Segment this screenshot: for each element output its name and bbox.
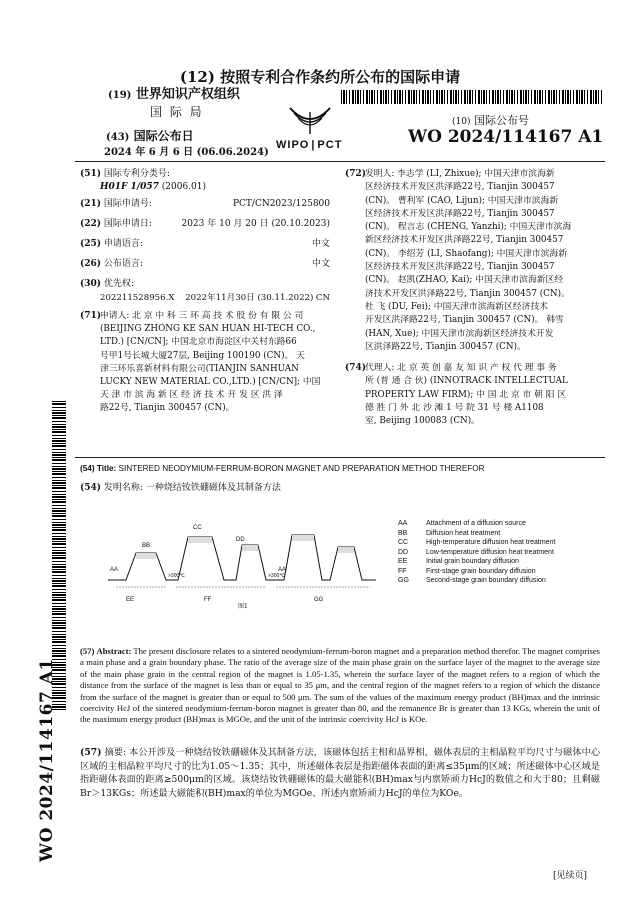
inventor-line: 区洪泽路22号, Tianjin 300457 (CN)。 [365, 341, 526, 352]
applicant-line: LUCKY NEW MATERIAL CO.,LTD.) [CN/CN]; 中国 [100, 377, 321, 388]
fig-temp-2: >300℃ [268, 573, 285, 579]
f26-value: 中文 [311, 259, 330, 269]
field-25 [80, 238, 330, 251]
inventor-line: (CN)。 赵凯(ZHAO, Kai); 中国天津市滨海新区经 [365, 275, 564, 286]
step-bar [136, 553, 156, 559]
continued-note: [见续页] [553, 871, 588, 881]
f30-num: (30) [80, 279, 102, 289]
process-diagram [108, 515, 378, 615]
f25-label: 申请语言: [103, 239, 143, 249]
f51-value: H01F 1/057 [100, 182, 159, 192]
f30-date: 2022年11月30日 (30.11.2022) [185, 293, 314, 303]
f54cn-value: 一种烧结钕铁硼磁体及其制备方法 [145, 483, 281, 493]
f22-num: (22) [80, 219, 102, 229]
field-22 [80, 218, 330, 231]
agent-line: PROPERTY LAW FIRM); 中 国 北 京 市 朝 阳 区 [365, 389, 567, 400]
f71-num: (71) [80, 311, 102, 321]
inventor-line: (CN)。 曹利军 (CAO, Lijun); 中国天津市滨海新 [365, 195, 559, 206]
f30-cc: CN [315, 293, 330, 303]
legend-row [398, 557, 519, 566]
abstract-cn-text: 本公开涉及一种烧结钕铁硼磁体及其制备方法，该磁体包括主相和晶界相，磁体表层的主相晶粒平均尺寸与磁体中心区域的主相晶粒平均尺寸的比为1.05～1.35；其中，所述磁体表层是指距磁体表面的距离≤35μm的区域；所述磁体中心区域是指距磁体表面的距离≥500μm的区域。该烧结钕铁硼磁体的最大磁能积(BH)max与内禀矫顽力HcJ的数值之和大于80；且剩磁Br＞13KGs；所述最大磁能积(BH)max的单位为MGOe、所述内禀矫顽力HcJ的单位为KOe。 [80, 747, 601, 799]
fig-label-aa: AA [110, 567, 119, 573]
legend-text: Diffusion heat treatment [426, 529, 501, 537]
field-51 [80, 168, 330, 194]
f21-label: 国际申请号: [103, 199, 152, 209]
abstract-cn [80, 746, 600, 800]
legend-row [398, 529, 500, 538]
applicant-line: 津三环乐喜新材料有限公司(TIANJIN SANHUAN [100, 363, 299, 374]
legend-text: Second-stage grain boundary diffusion [426, 577, 546, 584]
pub-no: WO 2024/114167 A1 [408, 127, 604, 147]
fig-label-dd: DD [236, 537, 245, 543]
inventor-line: (HAN, Xue); 中国天津市滨海新区经济技术开发 [365, 328, 554, 339]
field-72 [345, 168, 600, 354]
agent-line: 德 胜 门 外 北 沙 滩 1 号 院 31 号 楼 A1108 [365, 402, 544, 413]
f30-no: 202211528956.X [100, 293, 175, 303]
priority-row [100, 292, 330, 305]
step-bar [292, 535, 314, 541]
pub-date-label: 国际公布日 [133, 129, 194, 143]
field-21 [80, 198, 330, 211]
applicant-line: LTD.) [CN/CN]; 中国北京市海淀区中关村东路66 [100, 337, 297, 348]
applicant-line: 天 津 市 滨 海 新 区 经 济 技 术 开 发 区 洪 泽 [100, 390, 283, 401]
step-bar [188, 537, 212, 543]
f54-num: (54) [80, 464, 95, 473]
abstract-en-text: The present disclosure relates to a sintered neodymium-ferrum-boron magnet and a preparation method therefor. The magnet comprises a main phase and a grain boundary phase. The ratio of the average size of the main phase grain on the surface layer of the magnet to the average size of the main phase grain in the central region of the magnet is 1.05-1.35, wherein the surface layer of the magnet refers to a region of which the distance from the surface of the magnet is less than or equal to 35 μm, and the central region of the magnet refers to a region of which the distance from the surface of the magnet is greater than or equal to 500 μm. The sum of the values of the maximum energy product (BH)max and the intrinsic coercivity HcJ of the sintered neodymium-ferrum-boron magnet is greater than 80, and the remanence Br is greater than 13 KGs, wherein the unit of the maximum energy product (BH)max is MGOe, and the unit of the intrinsic coercivity HcJ is KOe. [80, 646, 600, 725]
field-71 [80, 310, 330, 416]
legend-text: Low-temperature diffusion heat treatment [426, 548, 554, 556]
fig-caption: 图1 [238, 603, 248, 610]
inventor-line: 区经济技术开发区洪泽路22号, Tianjin 300457 [365, 208, 555, 219]
pct-text: PCT [317, 139, 343, 151]
applicant-line: 路22号, Tianjin 300457 (CN)。 [100, 403, 235, 414]
f26-label: 公布语言: [103, 259, 143, 269]
agent [365, 362, 600, 428]
inventor-line: 开发区洪泽路22号, Tianjin 300457 (CN)。 韩雪 [365, 315, 564, 326]
f72-num: (72) [345, 169, 367, 179]
inventor-line: 区经济技术开发区洪泽路22号, Tianjin 300457 [365, 262, 555, 273]
side-pub-no: WO 2024/114167 A1 [37, 658, 57, 862]
org-name: 世界知识产权组织 [135, 87, 240, 102]
wipo-emblem-icon [280, 104, 340, 140]
applicant-line: 号甲1号长城大厦27层, Beijing 100190 (CN)。 天 [100, 350, 305, 361]
header-divider [75, 161, 605, 162]
f51-num: (51) [80, 169, 102, 179]
inventor-line: (CN)。 李绍芳 (LI, Shaofang); 中国天津市滨海新 [365, 248, 568, 259]
field-54-cn [80, 482, 600, 495]
legend-row [398, 576, 546, 585]
f30-label: 优先权: [103, 279, 134, 289]
legend-code: AA [398, 520, 408, 527]
org-bureau: 国 际 局 [150, 105, 204, 119]
pub-date-code: (43) [106, 132, 130, 143]
legend-row [398, 519, 526, 528]
legend-text: High-temperature diffusion heat treatment [426, 539, 556, 546]
inventors [365, 168, 600, 354]
fig-label-ee: EE [126, 597, 135, 603]
step-bar [338, 547, 354, 553]
applicant-line: 申请人: 北 京 中 科 三 环 高 技 术 股 份 有 限 公 司 [100, 311, 304, 321]
legend-code: EE [398, 558, 408, 565]
wipo-pct-text: WIPO | PCT [276, 139, 343, 151]
abstract-cn-num: (57) [80, 747, 102, 758]
f54cn-num: (54) [80, 483, 102, 493]
legend-code: GG [398, 577, 409, 584]
pub-no-label: 国际公布号 [473, 114, 529, 127]
inventor-line: 济技术开发区洪泽路22号, Tianjin 300457 (CN)。 [365, 288, 570, 299]
f54-value: SINTERED NEODYMIUM-FERRUM-BORON MAGNET AND PREPARATION METHOD THEREFOR [118, 464, 485, 473]
f22-label: 国际申请日: [103, 219, 152, 229]
barcode-top [341, 90, 603, 104]
applicants [100, 310, 330, 416]
f51-year: (2006.01) [161, 182, 207, 192]
f54cn-label: 发明名称: [103, 483, 143, 493]
abstract-cn-label: 摘要: [104, 747, 127, 758]
legend-row [398, 538, 555, 547]
inventor-line: (CN)。 程言志 (CHENG, Yanzhi); 中国天津市滨海 [365, 222, 572, 233]
fig-label-gg: GG [314, 597, 324, 603]
inventor-line: 新区经济技术开发区洪泽路22号, Tianjin 300457 [365, 235, 564, 246]
f22-value: 2023 年 10 月 20 日 (20.10.2023) [181, 219, 330, 229]
legend-text: Initial grain boundary diffusion [426, 558, 519, 565]
inventor-line: 区经济技术开发区洪泽路22号, Tianjin 300457 [365, 182, 555, 193]
wipo-text: WIPO [276, 139, 310, 151]
wipo-logo [280, 104, 340, 140]
fig-label-aa-2: AA [278, 567, 287, 573]
legend-row [398, 548, 554, 557]
legend-code: DD [398, 548, 409, 556]
field-54-en [80, 462, 600, 475]
biblio-divider [75, 457, 605, 458]
fig-label-bb: BB [142, 543, 151, 549]
pub-no-code: (10) [452, 117, 471, 127]
field-30 [80, 278, 330, 291]
abstract-en-num: (57) [80, 646, 95, 656]
pub-date: 2024 年 6 月 6 日 (06.06.2024) [104, 147, 269, 158]
fig-temp-1: >300℃ [168, 573, 185, 579]
pub-no-label-block [452, 112, 529, 128]
agent-line: 代理人: 北 京 英 创 嘉 友 知 识 产 权 代 理 事 务 [365, 363, 557, 373]
org-block [108, 87, 240, 103]
process-figure [108, 515, 378, 615]
fig-label-ff: FF [204, 597, 212, 603]
agent-line: 所 (普 通 合 伙) (INNOTRACK INTELLECTUAL [365, 376, 568, 387]
f25-num: (25) [80, 239, 102, 249]
f74-num: (74) [345, 363, 367, 373]
inventor-line: 杜 飞 (DU, Fei); 中国天津市滨海新区经济技术 [365, 301, 549, 312]
legend-code: FF [398, 567, 407, 575]
legend-text: First-stage grain boundary diffusion [426, 567, 536, 575]
f21-num: (21) [80, 199, 102, 209]
step-bar [242, 545, 258, 551]
f21-value: PCT/CN2023/125800 [232, 199, 330, 209]
field-74 [345, 362, 600, 428]
abstract-en-label: Abstract: [96, 646, 132, 656]
pub-date-block [106, 127, 194, 144]
applicant-line: (BEIJING ZHONG KE SAN HUAN HI-TECH CO., [100, 324, 316, 335]
f51-label: 国际专利分类号: [103, 169, 170, 179]
legend-row [398, 567, 536, 576]
org-code: (19) [108, 90, 132, 101]
legend-text: Attachment of a diffusion source [426, 520, 526, 527]
document-type-heading: (12) 按照专利合作条约所公布的国际申请 [179, 68, 461, 86]
fig-label-cc: CC [193, 525, 202, 531]
f25-value: 中文 [311, 239, 330, 249]
legend-code: CC [398, 539, 409, 546]
field-26 [80, 258, 330, 271]
abstract-en [80, 646, 600, 726]
f26-num: (26) [80, 259, 102, 269]
agent-line: 室, Beijing 100083 (CN)。 [365, 416, 480, 427]
inventor-line: 发明人: 李志学 (LI, Zhixue); 中国天津市滨海新 [365, 169, 555, 179]
legend-code: BB [398, 529, 408, 537]
f54-label: Title: [96, 464, 117, 473]
